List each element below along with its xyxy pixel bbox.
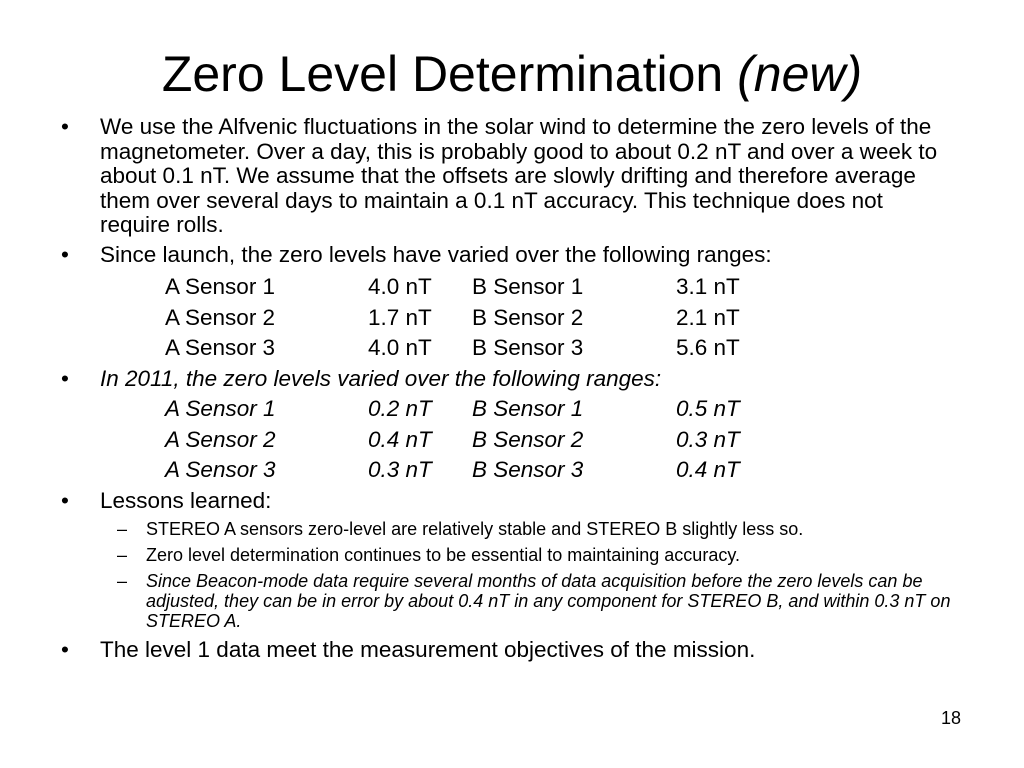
sensor-b-label: B Sensor 3 xyxy=(472,335,584,360)
sensor-b-value: 0.5 nT xyxy=(676,396,740,421)
bullet-marker: • xyxy=(61,488,69,513)
bullet-text: In 2011, the zero levels varied over the following ranges: xyxy=(100,366,662,391)
sensor-b-value: 0.4 nT xyxy=(676,457,740,482)
sensor-b-label: B Sensor 1 xyxy=(472,274,584,299)
bullet-text: Since launch, the zero levels have varied over the following ranges: xyxy=(100,242,772,267)
slide-title-new-tag: (new) xyxy=(737,46,863,102)
bullet-marker: • xyxy=(61,366,69,391)
sensor-a-label: A Sensor 1 xyxy=(165,274,276,299)
sensor-a-value: 4.0 nT xyxy=(368,335,432,360)
bullet-text: The level 1 data meet the measurement objectives of the mission. xyxy=(100,637,756,662)
sensor-a-label: A Sensor 2 xyxy=(165,427,276,452)
bullet-zero-level-method xyxy=(61,115,951,238)
range-row xyxy=(0,335,1024,361)
sensor-b-value: 3.1 nT xyxy=(676,274,740,299)
bullet-marker: • xyxy=(61,637,69,662)
sensor-b-label: B Sensor 1 xyxy=(472,396,584,421)
dash-marker: – xyxy=(117,519,128,539)
sensor-a-label: A Sensor 2 xyxy=(165,305,276,330)
sensor-a-value: 0.3 nT xyxy=(368,457,432,482)
bullet-marker: • xyxy=(61,242,69,267)
bullet-since-launch xyxy=(61,243,951,268)
sensor-b-value: 5.6 nT xyxy=(676,335,740,360)
bullet-lessons-learned xyxy=(61,489,951,514)
lesson-text: Since Beacon-mode data require several months of data acquisition before the zero levels can be adjusted, they can be in error by about 0.4 nT in any component for STEREO B, and within 0.3 nT on STEREO A. xyxy=(146,571,951,631)
bullet-2011-ranges xyxy=(61,367,951,392)
slide-title-text: Zero Level Determination xyxy=(161,46,724,102)
sensor-a-label: A Sensor 3 xyxy=(165,457,276,482)
lesson-item-stability xyxy=(117,519,957,539)
range-row xyxy=(0,396,1024,422)
sensor-b-value: 2.1 nT xyxy=(676,305,740,330)
sensor-a-label: A Sensor 1 xyxy=(165,396,276,421)
lesson-text: Zero level determination continues to be essential to maintaining accuracy. xyxy=(146,545,740,565)
sensor-a-value: 0.2 nT xyxy=(368,396,432,421)
range-row xyxy=(0,427,1024,453)
range-row xyxy=(0,457,1024,483)
dash-marker: – xyxy=(117,571,128,591)
bullet-level1-objectives xyxy=(61,638,951,663)
range-row xyxy=(0,305,1024,331)
sensor-b-label: B Sensor 2 xyxy=(472,305,584,330)
sensor-b-label: B Sensor 2 xyxy=(472,427,584,452)
sensor-a-label: A Sensor 3 xyxy=(165,335,276,360)
lesson-text: STEREO A sensors zero-level are relatively stable and STEREO B slightly less so. xyxy=(146,519,804,539)
sensor-b-value: 0.3 nT xyxy=(676,427,740,452)
sensor-a-value: 4.0 nT xyxy=(368,274,432,299)
slide-title xyxy=(0,44,1024,104)
sensor-a-value: 1.7 nT xyxy=(368,305,432,330)
lesson-item-beacon-mode xyxy=(117,571,957,631)
sensor-a-value: 0.4 nT xyxy=(368,427,432,452)
lesson-item-essential xyxy=(117,545,957,565)
range-row xyxy=(0,274,1024,300)
page-number: 18 xyxy=(941,708,962,728)
bullet-marker: • xyxy=(61,114,69,139)
dash-marker: – xyxy=(117,545,128,565)
bullet-text: We use the Alfvenic fluctuations in the solar wind to determine the zero levels of the magnetometer. Over a day, this is probably good to about 0.2 nT and over a week to about 0.1 nT. We assume that the offsets are slowly drifting and therefore average them over several days to maintain a 0.1 nT accuracy. This technique does not require rolls. xyxy=(100,114,938,237)
sensor-b-label: B Sensor 3 xyxy=(472,457,584,482)
bullet-text: Lessons learned: xyxy=(100,488,272,513)
